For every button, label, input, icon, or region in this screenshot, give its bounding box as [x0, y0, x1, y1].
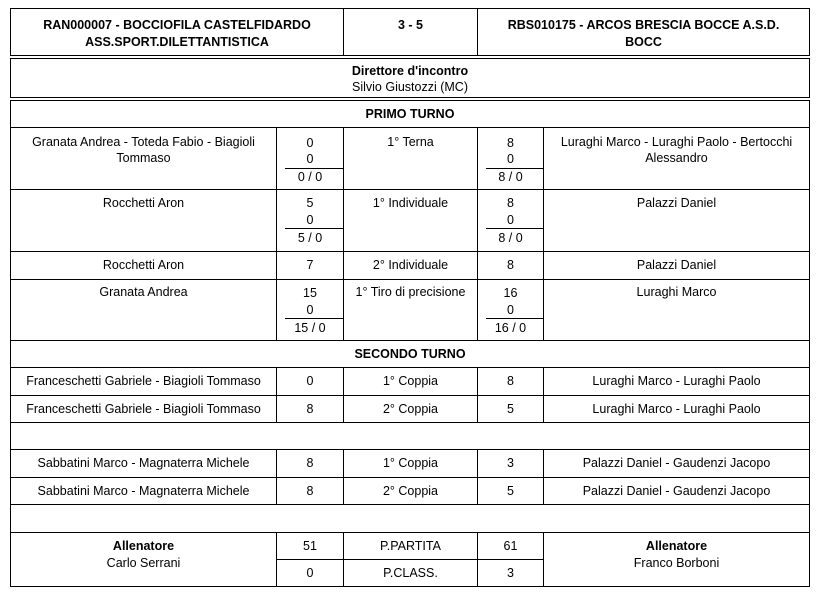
- home-players-cell: [11, 478, 277, 504]
- table-row: [11, 450, 809, 478]
- away-players: Luraghi Marco - Luraghi Paolo - Bertocchi: [560, 135, 793, 149]
- away-players-cell: [544, 368, 809, 395]
- home-score-extra: 0: [306, 152, 314, 166]
- home-score-extra: 0: [306, 303, 314, 317]
- match-table: [10, 100, 810, 587]
- away-players: Luraghi Marco - Luraghi Paolo: [592, 402, 761, 416]
- home-score-cell: [277, 368, 344, 395]
- home-points-cell: [277, 533, 344, 586]
- table-row: [11, 128, 809, 190]
- away-players-cont: Alessandro: [645, 151, 708, 165]
- p-partita-home: 51: [303, 539, 317, 553]
- away-players-cell: [544, 190, 809, 251]
- away-players: Palazzi Daniel: [636, 258, 717, 272]
- home-players-cell: [11, 396, 277, 422]
- away-score-cell: [478, 450, 544, 477]
- away-score-game: 8: [507, 258, 514, 272]
- home-players-cell: [11, 128, 277, 189]
- away-score-game: 8: [507, 136, 514, 150]
- spacer-row: [11, 505, 809, 533]
- away-score-cell: [478, 396, 544, 422]
- away-players: Palazzi Daniel - Gaudenzi Jacopo: [582, 456, 771, 470]
- match-score-cell: [344, 9, 478, 55]
- director-name: Silvio Giustozzi (MC): [352, 80, 468, 94]
- home-players: Franceschetti Gabriele - Biagioli Tommaso: [26, 374, 261, 388]
- away-players-cell: [544, 478, 809, 504]
- game-type-cell: [344, 252, 478, 279]
- spacer-row: [11, 423, 809, 450]
- away-score-extra: 0: [507, 152, 514, 166]
- p-partita-away: 61: [503, 539, 518, 553]
- away-team-name-cont: BOCC: [625, 35, 662, 49]
- p-class-home: 0: [306, 566, 314, 580]
- home-score-game: 8: [306, 484, 314, 498]
- home-score-game: 15: [303, 286, 317, 300]
- away-score-extra: 0: [507, 303, 514, 317]
- home-score-game: 7: [306, 258, 314, 272]
- table-row: [11, 280, 809, 341]
- game-type: 1° Individuale: [372, 196, 449, 210]
- home-players: Granata Andrea - Toteda Fabio - Biagioli: [32, 135, 255, 149]
- away-team-cell: [478, 9, 809, 55]
- game-type-cell: [344, 368, 478, 395]
- away-players-cell: [544, 450, 809, 477]
- home-team-name-cont: ASS.SPORT.DILETTANTISTICA: [85, 35, 269, 49]
- away-score-cell: [478, 478, 544, 504]
- home-score-game: 0: [306, 374, 314, 388]
- away-score-game: 8: [507, 374, 514, 388]
- points-label-cell: [344, 533, 478, 586]
- home-score-cell: [277, 190, 344, 251]
- away-score-game: 16: [503, 286, 518, 300]
- home-score-cell: [277, 280, 344, 340]
- table-row: [11, 368, 809, 396]
- game-type: 1° Coppia: [382, 374, 439, 388]
- away-players-cell: [544, 396, 809, 422]
- p-class-away: 3: [507, 566, 514, 580]
- table-row: [11, 190, 809, 252]
- secondo-turno-header: [11, 341, 809, 368]
- match-score: 3 - 5: [397, 18, 423, 32]
- home-players-cell: [11, 252, 277, 279]
- away-players-cell: [544, 252, 809, 279]
- table-row: [11, 252, 809, 280]
- away-score-total: 8 / 0: [498, 231, 523, 245]
- away-score-cell: [478, 190, 544, 251]
- primo-turno-title: PRIMO TURNO: [365, 107, 455, 121]
- away-coach-name: Franco Borboni: [633, 556, 720, 570]
- home-score-extra: 0: [306, 213, 314, 227]
- home-players-cell: [11, 280, 277, 340]
- away-players: Luraghi Marco - Luraghi Paolo: [592, 374, 761, 388]
- away-coach-cell: [544, 533, 809, 586]
- primo-turno-header: [11, 101, 809, 128]
- table-row: [11, 478, 809, 505]
- director-label: Direttore d'incontro: [351, 64, 469, 78]
- home-players: Franceschetti Gabriele - Biagioli Tommaso: [26, 402, 261, 416]
- away-players: Luraghi Marco: [636, 285, 717, 299]
- p-partita-away-cell: [478, 533, 543, 560]
- away-players-cell: [544, 280, 809, 340]
- home-score-game: 0: [306, 136, 314, 150]
- home-players: Sabbatini Marco - Magnaterra Michele: [37, 484, 250, 498]
- away-score-total: 16 / 0: [494, 321, 527, 335]
- game-type: 2° Coppia: [382, 402, 439, 416]
- away-score-game: 5: [507, 484, 514, 498]
- game-type-cell: [344, 280, 478, 340]
- home-players-cont: Tommaso: [116, 151, 171, 165]
- home-score-cell: [277, 128, 344, 189]
- away-score-game: 8: [507, 196, 514, 210]
- home-players-cell: [11, 450, 277, 477]
- away-score-cell: [478, 280, 544, 340]
- score-divider: [285, 228, 343, 229]
- p-partita-label-cell: [344, 533, 477, 560]
- home-players: Rocchetti Aron: [102, 258, 185, 272]
- game-type-cell: [344, 396, 478, 422]
- away-players: Palazzi Daniel - Gaudenzi Jacopo: [582, 484, 771, 498]
- score-divider: [486, 228, 544, 229]
- away-players-cell: [544, 128, 809, 189]
- match-header: [10, 8, 810, 56]
- home-coach-label: Allenatore: [112, 539, 175, 553]
- home-coach-name: Carlo Serrani: [106, 556, 181, 570]
- home-score-game: 8: [306, 456, 314, 470]
- away-score-cell: [478, 252, 544, 279]
- away-coach-label: Allenatore: [645, 539, 708, 553]
- score-divider: [285, 318, 343, 319]
- home-score-cell: [277, 478, 344, 504]
- director-section: [10, 58, 810, 98]
- home-score-total: 5 / 0: [297, 231, 323, 245]
- home-team-cell: [11, 9, 344, 55]
- match-footer: [11, 533, 809, 586]
- home-score-game: 8: [306, 402, 314, 416]
- game-type-cell: [344, 128, 478, 189]
- away-score-cell: [478, 128, 544, 189]
- home-players: Rocchetti Aron: [102, 196, 185, 210]
- table-row: [11, 396, 809, 423]
- away-players: Palazzi Daniel: [636, 196, 717, 210]
- home-score-cell: [277, 396, 344, 422]
- home-score-total: 0 / 0: [297, 170, 323, 184]
- game-type: 1° Terna: [387, 135, 434, 149]
- p-partita-label: P.PARTITA: [380, 539, 441, 553]
- home-score-game: 5: [306, 196, 314, 210]
- home-team-name: RAN000007 - BOCCIOFILA CASTELFIDARDO: [43, 18, 311, 32]
- game-type: 1° Coppia: [382, 456, 439, 470]
- home-score-cell: [277, 450, 344, 477]
- game-type: 1° Tiro di precisione: [355, 285, 466, 299]
- game-type-cell: [344, 450, 478, 477]
- away-score-extra: 0: [507, 213, 514, 227]
- away-points-cell: [478, 533, 544, 586]
- home-players-cell: [11, 368, 277, 395]
- home-coach-cell: [11, 533, 277, 586]
- away-score-game: 3: [507, 456, 514, 470]
- home-players: Granata Andrea: [99, 285, 188, 299]
- home-score-cell: [277, 252, 344, 279]
- game-type-cell: [344, 478, 478, 504]
- game-type: 2° Individuale: [372, 258, 449, 272]
- home-players: Sabbatini Marco - Magnaterra Michele: [37, 456, 250, 470]
- score-divider: [486, 318, 544, 319]
- game-type: 2° Coppia: [382, 484, 439, 498]
- secondo-turno-title: SECONDO TURNO: [354, 347, 466, 361]
- away-score-game: 5: [507, 402, 514, 416]
- game-type-cell: [344, 190, 478, 251]
- home-players-cell: [11, 190, 277, 251]
- away-score-total: 8 / 0: [498, 170, 523, 184]
- away-team-name: RBS010175 - ARCOS BRESCIA BOCCE A.S.D.: [507, 18, 780, 32]
- p-class-label: P.CLASS.: [383, 566, 438, 580]
- p-partita-home-cell: [277, 533, 343, 560]
- home-score-total: 15 / 0: [294, 321, 326, 335]
- away-score-cell: [478, 368, 544, 395]
